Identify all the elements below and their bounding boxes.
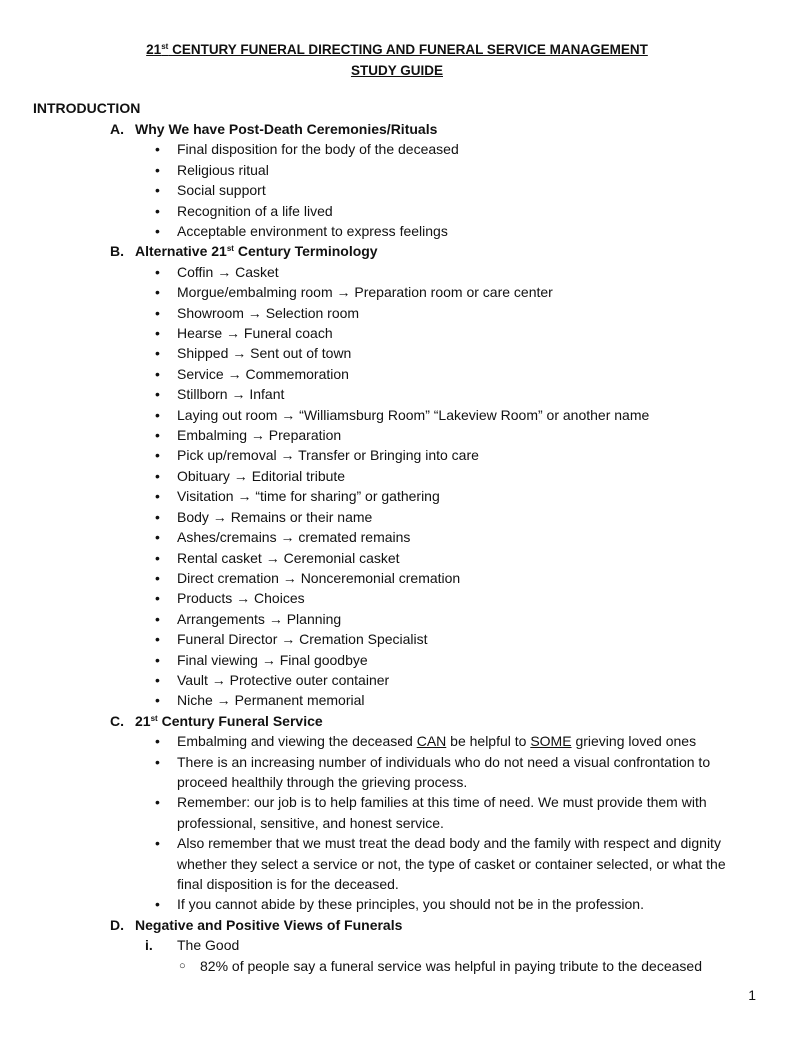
subsection-heading: i. The Good [0,935,794,955]
list-item: • Recognition of a life lived [0,201,794,221]
list-item: • Stillborn → Infant [0,384,794,404]
hollow-bullet-icon: ○ [179,959,186,972]
list-item: • Visitation → “time for sharing” or gathering [0,486,794,506]
list-item: • Final disposition for the body of the deceased [0,139,794,159]
bullet-icon: • [155,223,160,240]
list-item: ○ 82% of people say a funeral service was helpful in paying tribute to the deceased [0,956,794,976]
list-item: • Laying out room → “Williamsburg Room” “Lakeview Room” or another name [0,405,794,425]
bullet-icon: • [155,365,160,382]
list-item: • Showroom → Selection room [0,303,794,323]
section-letter: B. [110,243,124,260]
list-item: • There is an increasing number of individuals who do not need a visual confrontation to proceed healthily through the grieving process. [155,753,711,790]
bullet-icon: • [155,386,160,403]
list-item: • Funeral Director → Cremation Specialist [0,629,794,649]
list-item: • Morgue/embalming room → Preparation room or care center [0,282,794,302]
bullet-icon: • [155,733,160,750]
bullet-icon: • [155,202,160,219]
list-item: • Arrangements → Planning [0,609,794,629]
bullet-icon: • [155,896,160,913]
list-item: • Vault → Protective outer container [0,670,794,690]
bullet-icon: • [155,467,160,484]
list-item: • Also remember that we must treat the dead body and the family with respect and dignity whether they select a service or not, the type of casket or container selected, or what the final disposition is for the deceased. [155,835,726,892]
list-item: • Social support [0,180,794,200]
bullet-icon: • [155,284,160,301]
bullet-icon: • [155,692,160,709]
bullet-icon: • [155,835,160,852]
section-letter: C. [110,712,124,729]
list-item: • Remember: our job is to help families at this time of need. We must provide them with professional, sensitive, and honest service. [155,794,707,831]
bullet-icon: • [155,406,160,423]
list-item: • Niche → Permanent memorial [0,690,794,710]
bullet-icon: • [155,631,160,648]
document-title-line-1: 21st CENTURY FUNERAL DIRECTING AND FUNERAL SERVICE MANAGEMENT [146,42,648,57]
bullet-icon: • [155,794,160,811]
list-item: • Obituary → Editorial tribute [0,466,794,486]
list-item: • Final viewing → Final goodbye [0,650,794,670]
section-b-heading: B. Alternative 21st Century Terminology [0,241,794,261]
section-d-heading: D. Negative and Positive Views of Funerals [0,915,794,935]
subsection-numeral: i. [145,937,153,954]
list-item: • Religious ritual [0,160,794,180]
introduction-heading: INTRODUCTION [33,100,141,116]
bullet-icon: • [155,508,160,525]
bullet-icon: • [155,569,160,586]
list-item: • Embalming → Preparation [0,425,794,445]
list-item: • Acceptable environment to express feelings [0,221,794,241]
list-item: • Rental casket → Ceremonial casket [0,548,794,568]
bullet-icon: • [155,753,160,770]
bullet-icon: • [155,427,160,444]
bullet-icon: • [155,325,160,342]
bullet-icon: • [155,549,160,566]
list-item: • Pick up/removal → Transfer or Bringing into care [0,445,794,465]
bullet-icon: • [155,610,160,627]
bullet-icon: • [155,345,160,362]
bullet-icon: • [155,529,160,546]
list-item: • Embalming and viewing the deceased CAN be helpful to SOME grieving loved ones [0,731,794,751]
list-item: • Body → Remains or their name [0,507,794,527]
bullet-icon: • [155,161,160,178]
list-item: • Direct cremation → Nonceremonial cremation [0,568,794,588]
bullet-icon: • [155,141,160,158]
bullet-icon: • [155,590,160,607]
list-item: • Products → Choices [0,588,794,608]
bullet-icon: • [155,304,160,321]
list-item: • Service → Commemoration [0,364,794,384]
list-item: • Hearse → Funeral coach [0,323,794,343]
bullet-icon: • [155,671,160,688]
bullet-icon: • [155,651,160,668]
bullet-icon: • [155,447,160,464]
section-letter: D. [110,916,124,933]
section-a-heading: A. Why We have Post-Death Ceremonies/Rituals [0,119,794,139]
bullet-icon: • [155,488,160,505]
document-body [0,119,794,976]
list-item: • If you cannot abide by these principles, you should not be in the profession. [0,894,794,914]
section-c-heading: C. 21st Century Funeral Service [0,711,794,731]
list-item: • Ashes/cremains → cremated remains [0,527,794,547]
bullet-icon: • [155,182,160,199]
page-number: 1 [748,987,756,1003]
document-title-line-2: STUDY GUIDE [350,63,443,78]
list-item: • Coffin → Casket [0,262,794,282]
bullet-icon: • [155,263,160,280]
section-letter: A. [110,121,124,137]
list-item: • Shipped → Sent out of town [0,343,794,363]
